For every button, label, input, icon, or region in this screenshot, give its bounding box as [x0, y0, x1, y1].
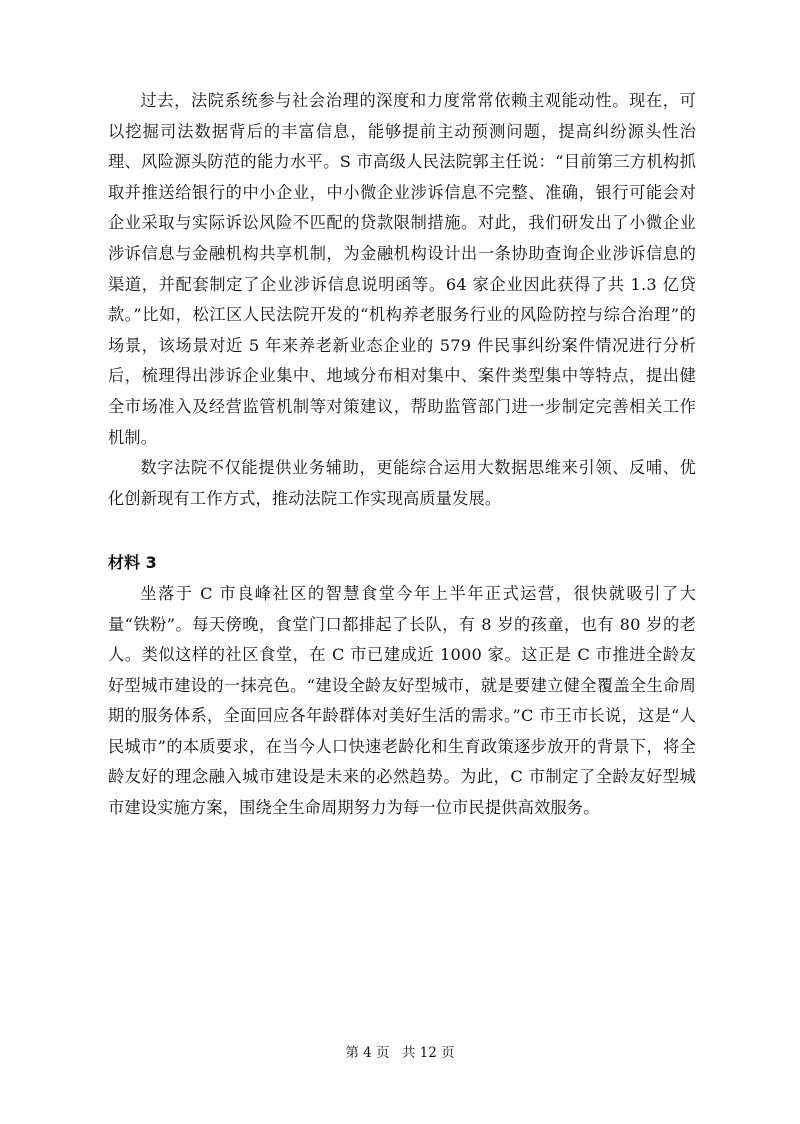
paragraph-court-data: 过去，法院系统参与社会治理的深度和力度常常依赖主观能动性。现在，可以挖掘司法数据背后的丰富信息，能够提前主动预测问题，提高纠纷源头性治理、风险源头防范的能力水平。S 市高级人民法院郭主任说：“目前第三方机构抓取并推送给银行的中小企业，中小微企业涉诉信息不完整、准确，银行可能会对企业采取与实际诉讼风险不匹配的贷款限制措施。对此，我们研发出了小微企业涉诉信息与金融机构共享机制，为金融机构设计出一条协助查询企业涉诉信息的渠道，并配套制定了企业涉诉信息说明函等。64 家企业因此获得了共 1.3 亿贷款。”比如，松江区人民法院开发的“机构养老服务行业的风险防控与综合治理”的场景，该场景对近 5 年来养老新业态企业的 579 件民事纠纷案件情况进行分析后，梳理得出涉诉企业集中、地域分布相对集中、案件类型集中等特点，提出健全市场准入及经营监管机制等对策建议，帮助监管部门进一步制定完善相关工作机制。 — [108, 91, 696, 447]
page-total: 共 12 页 — [401, 1045, 455, 1061]
paragraph-smart-canteen: 坐落于 C 市良峰社区的智慧食堂今年上半年正式运营，很快就吸引了大量“铁粉”。每天傍晚，食堂门口都排起了长队，有 8 岁的孩童，也有 80 岁的老人。类似这样的社区食堂，在 C 市已建成近 1000 家。这正是 C 市推进全龄友好型城市建设的一抹亮色。“建设全龄友好型城市，就是要建立健全覆盖全生命周期的服务体系，全面回应各年龄群体对美好生活的需求。”C 市王市长说，这是“人民城市”的本质要求，在当今人口快速老龄化和生育政策逐步放开的背景下，将全龄友好的理念融入城市建设是未来的必然趋势。为此，C 市制定了全龄友好型城市建设实施方案，围绕全生命周期努力为每一位市民提供高效服务。 — [108, 583, 696, 818]
section-title: 材料 3 — [108, 553, 157, 573]
page-footer — [0, 1045, 800, 1061]
paragraph-digital-court: 数字法院不仅能提供业务辅助，更能综合运用大数据思维来引领、反哺、优化创新现有工作方式，推动法院工作实现高质量发展。 — [108, 458, 696, 508]
document-body — [108, 86, 696, 824]
page-number: 第 4 页 — [345, 1045, 390, 1061]
